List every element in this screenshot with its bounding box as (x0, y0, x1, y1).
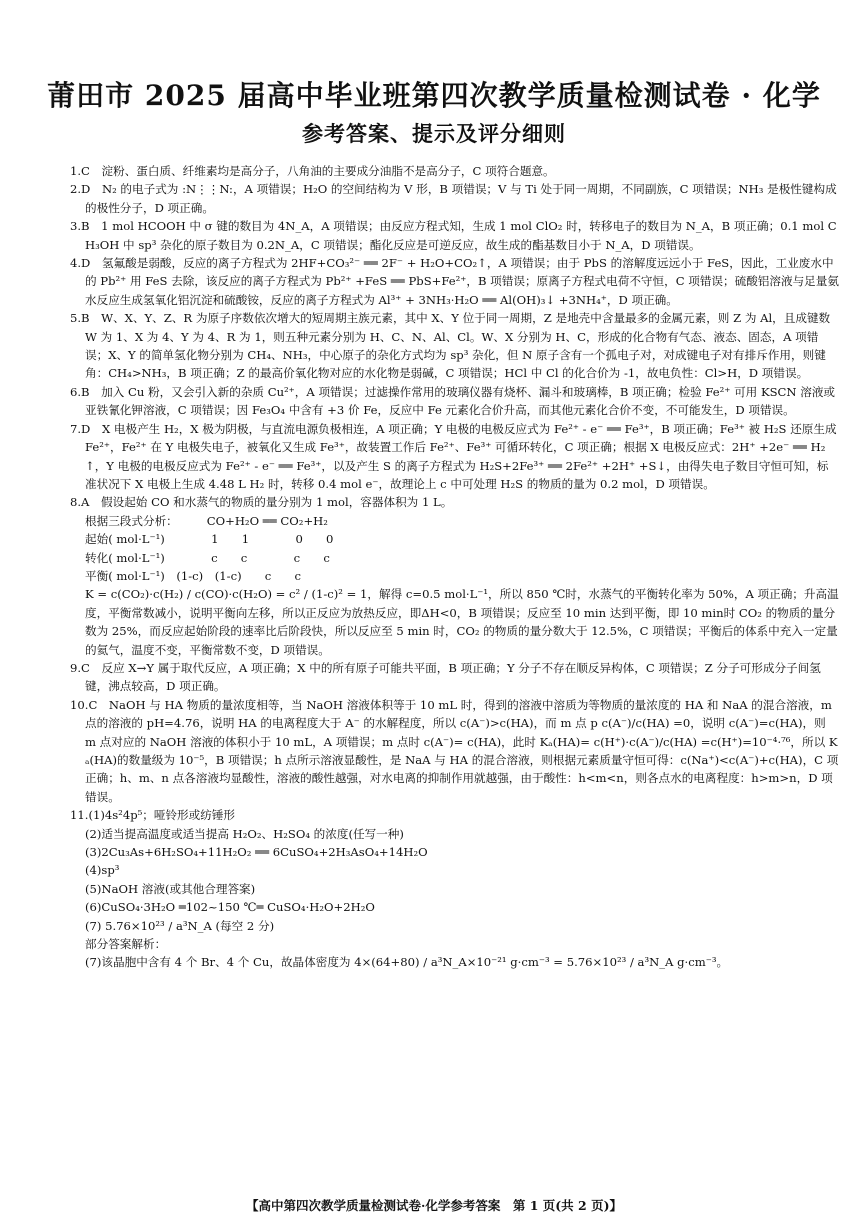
equilibrium-table-row: 起始( mol·L⁻¹) 1 1 0 0 (85, 532, 334, 547)
answer-item-11-part: (7) 5.76×10²³ / a³N_A (每空 2 分) (85, 918, 275, 933)
answer-item-7: 7.D X 电极产生 H₂，X 极为阴极，与直流电源负极相连，A 项正确；Y 电极的电极反应式为 Fe²⁺ - e⁻ ══ Fe³⁺，B 项正确；Fe³⁺ 被 H₂S 还原生成 Fe²⁺，Fe²⁺ 在 Y 电极失电子，被氧化又生成 Fe³⁺，故装置工作后 Fe²⁺、Fe³⁺ 可循环转化，C 项正确；根据 X 电极反应式：2H⁺ +2e⁻ ══ H₂↑，Y 电极的电极反应式为 Fe²⁺ - e⁻ ══ Fe³⁺，以及产生 S 的离子方程式为 H₂S+2Fe³⁺ ══ 2Fe²⁺ +2H⁺ +S↓，由得失电子数目守恒可知，标准状况下 X 电极上生成 4.48 L H₂ 时，转移 0.4 mol e⁻，故理论上 c 中可处理 H₂S 的物质的量为 0.2 mol，D 项错误。 (70, 421, 837, 491)
answer-item-11-part: (6)CuSO₄·3H₂O ═102~150 ℃═ CuSO₄·H₂O+2H₂O (85, 900, 375, 915)
answer-item-8-intro: 8.A 假设起始 CO 和水蒸气的物质的量分别为 1 mol，容器体积为 1 L。 (70, 495, 453, 510)
answer-item-6: 6.B 加入 Cu 粉，又会引入新的杂质 Cu²⁺，A 项错误；过滤操作常用的玻璃仪器有烧杯、漏斗和玻璃棒，B 项正确；检验 Fe²⁺ 可用 KSCN 溶液或亚铁氰化钾溶液，C 项错误；因 Fe₃O₄ 中含有 +3 价 Fe，反应中 Fe 元素化合价升高，而其他元素化合价不变，不可能发生，D 项错误。 (70, 384, 836, 418)
answer-item-8-text: K = c(CO₂)·c(H₂) / c(CO)·c(H₂O) = c² / (1-c)² = 1，解得 c=0.5 mol·L⁻¹，所以 850 ℃时，水蒸气的平衡转化率为 50%，A 项正确；升高温度，平衡常数减小，说明平衡向左移，所以正反应为放热反应，即ΔH<0，B 项错误；反应至 10 min 达到平衡，即 10 min时 CO₂ 的物质的量分数为 25%，而反应起始阶段的速率比后阶段快，所以反应至 5 min 时，CO₂ 的物质的量分数大于 12.5%，C 项错误；平衡后的体系中充入一定量的氦气，温度不变，平衡常数不变，D 项错误。 (85, 587, 839, 657)
page-subtitle: 参考答案、提示及评分细则 (302, 121, 566, 146)
answer-item-11-part: (3)2Cu₃As+6H₂SO₄+11H₂O₂ ══ 6CuSO₄+2H₃AsO₄+14H₂O (85, 845, 428, 860)
answer-item-11-part: (4)sp³ (85, 863, 120, 878)
equilibrium-table-row: 平衡( mol·L⁻¹) (1-c) (1-c) c c (85, 568, 301, 583)
answer-item-9: 9.C 反应 X→Y 属于取代反应，A 项正确；X 中的所有原子可能共平面，B 项正确；Y 分子不存在顺反异构体，C 项错误；Z 分子可形成分子间氢键，沸点较高，D 项正确。 (70, 660, 821, 694)
answer-item-11-part: 11.(1)4s²4p⁵；哑铃形或纺锤形 (70, 808, 236, 823)
equilibrium-table-row: 转化( mol·L⁻¹) c c c c (85, 550, 330, 565)
page-footer: 【高中第四次教学质量检测试卷·化学参考答案 第 1 页(共 2 页)】 (246, 1198, 622, 1213)
answer-item-5: 5.B W、X、Y、Z、R 为原子序数依次增大的短周期主族元素，其中 X、Y 位于同一周期，Z 是地壳中含量最多的金属元素，则 Z 为 Al，且成键数 W 为 1、X 为 4、Y 为 4、R 为 1，则五种元素分别为 H、C、N、Al、Cl。W、X 分别为 H、C，形成的化合物有气态、液态、固态，A 项错误；X、Y 的简单氢化物分别为 CH₄、NH₃，中心原子的杂化方式均为 sp³ 杂化，但 N 原子含有一个孤电子对，对成键电子对有排斥作用，则键角：CH₄>NH₃，B 项正确；Z 的最高价氧化物对应的水化物是弱碱，C 项错误；HCl 中 Cl 的化合价为 -1，故电负性：Cl>H，D 项错误。 (70, 311, 831, 381)
answer-item-11-part: (5)NaOH 溶液(或其他合理答案) (85, 881, 256, 896)
page-title: 莆田市 2025 届高中毕业班第四次教学质量检测试卷 · 化学 (47, 79, 821, 112)
answer-item-11-part: (7)该晶胞中含有 4 个 Br、4 个 Cu，故晶体密度为 4×(64+80) / a³N_A×10⁻²¹ g·cm⁻³ = 5.76×10²³ / a³N_A g·cm⁻³。 (85, 955, 729, 970)
answer-item-11-part: 部分答案解析： (85, 937, 167, 952)
answer-item-2: 2.D N₂ 的电子式为 :N⋮⋮N:，A 项错误；H₂O 的空间结构为 V 形，B 项错误；V 与 Ti 处于同一周期，不同副族，C 项错误；NH₃ 是极性键构成的极性分子，D 项正确。 (70, 182, 837, 215)
answer-item-4: 4.D 氢氟酸是弱酸，反应的离子方程式为 2HF+CO₃²⁻ ══ 2F⁻ + H₂O+CO₂↑，A 项错误；由于 PbS 的溶解度远远小于 FeS，因此，工业废水中的 Pb²⁺ 用 FeS 去除，该反应的离子方程式为 Pb²⁺ +FeS ══ PbS+Fe²⁺，B 项错误；原离子方程式电荷不守恒，C 项错误；硫酸铝溶液与足量氨水反应生成氢氧化铝沉淀和硫酸铵，反应的离子方程式为 Al³⁺ + 3NH₃·H₂O ══ Al(OH)₃↓ +3NH₄⁺，D 项正确。 (70, 256, 839, 307)
answer-item-11-part: (2)适当提高温度或适当提高 H₂O₂、H₂SO₄ 的浓度(任写一种) (85, 826, 404, 841)
answer-item-1: 1.C 淀粉、蛋白质、纤维素均是高分子，八角油的主要成分油脂不是高分子，C 项符合题意。 (70, 164, 555, 178)
answers-body (70, 162, 840, 972)
equilibrium-table-row: 根据三段式分析： CO+H₂O ══ CO₂+H₂ (85, 513, 328, 528)
answer-item-3: 3.B 1 mol HCOOH 中 σ 键的数目为 4N_A，A 项错误；由反应方程式知，生成 1 mol ClO₂ 时，转移电子的数目为 N_A，B 项正确；0.1 mol CH₃OH 中 sp³ 杂化的原子数目为 0.2N_A，C 项错误；酯化反应是可逆反应，故生成的酯基数目小于 N_A，D 项错误。 (70, 219, 837, 252)
answer-item-10: 10.C NaOH 与 HA 物质的量浓度相等，当 NaOH 溶液体积等于 10 mL 时，得到的溶液中溶质为等物质的量浓度的 HA 和 NaA 的混合溶液，m 点的溶液的 pH=4.76，说明 HA 的电离程度大于 A⁻ 的水解程度，所以 c(A⁻)>c(HA)，而 m 点 p c(A⁻)/c(HA) =0，说明 c(A⁻)=c(HA)，则 m 点对应的 NaOH 溶液的体积小于 10 mL，A 项错误；m 点时 c(A⁻)= c(HA)，此时 Kₐ(HA)= c(H⁺)·c(A⁻)/c(HA) =c(H⁺)=10⁻⁴·⁷⁶，所以 Kₐ(HA)的数量级为 10⁻⁵，B 项错误；h 点所示溶液显酸性，是 NaA 与 HA 的混合溶液，则根据元素质量守恒可得：c(Na⁺)<c(A⁻)+c(HA)，C 项正确；h、m、n 点各溶液均显酸性，溶液的酸性越强，对水电离的抑制作用就越强，由于酸性：h<m<n，则各点水的电离程度：h>m>n，D 项错误。 (70, 697, 839, 804)
